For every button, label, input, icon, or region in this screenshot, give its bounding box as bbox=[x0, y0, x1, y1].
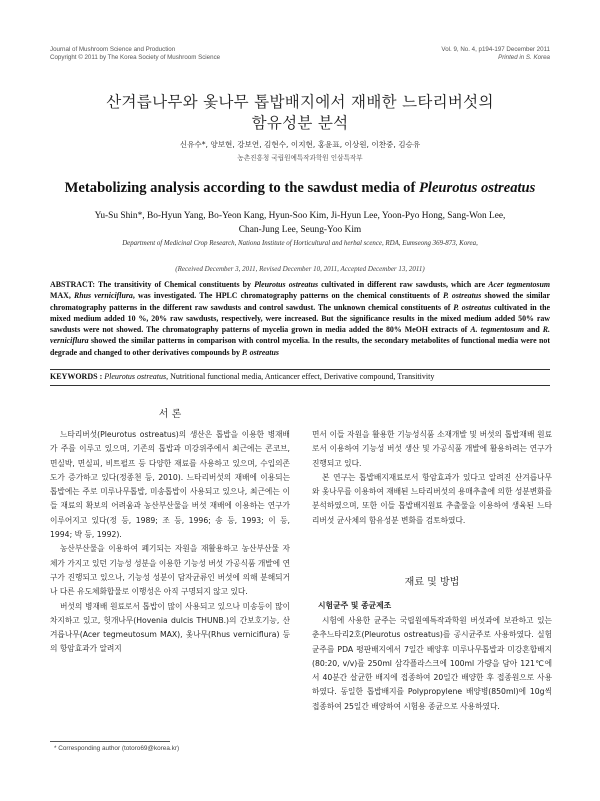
received-dates: (Received December 3, 2011, Revised December 10, 2011, Accepted December 13, 2011) bbox=[175, 265, 425, 273]
paragraph: 면서 이들 자원을 활용한 기능성식품 소재개발 및 버섯의 톱밥재배 원료로서 이용하여 기능성 버섯 생산 및 가공식품 개발에 활용하려는 연구가 진행되고 있다. bbox=[312, 430, 552, 468]
volume-header bbox=[441, 46, 550, 62]
korean-title bbox=[0, 92, 600, 134]
abstract-species: Pleurotus ostreatus bbox=[254, 280, 319, 289]
methods-heading: 재료 및 방법 bbox=[404, 577, 460, 588]
volume-line: Vol. 9, No. 4, p194-197 December 2011 bbox=[441, 46, 550, 53]
abstract-species: R. verniciflura bbox=[50, 325, 550, 346]
abstract-text: cultivated in different raw sawdusts, which are bbox=[318, 280, 489, 289]
abstract-text: MAX, bbox=[50, 291, 74, 301]
keywords-species: Pleurotus ostreatus bbox=[104, 372, 167, 381]
abstract-text: , was investigated. The HPLC chromatography patterns on the chemical constituents of bbox=[132, 291, 443, 301]
keywords-label: KEYWORDS : bbox=[50, 372, 105, 381]
journal-name: Journal of Mushroom Science and Production bbox=[50, 46, 176, 53]
printed-line: Printed in S. Korea bbox=[498, 54, 550, 61]
methods-column bbox=[312, 614, 552, 714]
english-authors bbox=[70, 209, 530, 237]
abstract-text: and bbox=[523, 325, 543, 335]
methods-subheading: 시험균주 및 종균제조 bbox=[318, 601, 392, 610]
abstract-species: P. ostreatus bbox=[241, 347, 279, 357]
abstract-species: P. ostreatus bbox=[442, 291, 482, 301]
intro-column bbox=[50, 428, 290, 657]
footnote-divider bbox=[50, 741, 170, 742]
english-authors-line1: Yu-Su Shin*, Bo-Hyun Yang, Bo-Yeon Kang, Hyun-Soo Kim, Ji-Hyun Lee, Yoon-Pyo Hong, Sang-Won Lee, bbox=[94, 211, 506, 221]
korean-authors: 신유수*, 양보현, 강보연, 김현수, 이지현, 홍윤표, 이상원, 이찬중, 김승유 bbox=[179, 140, 421, 149]
intro-heading: 서 론 bbox=[158, 409, 182, 420]
paragraph: 시험에 사용한 균주는 국립원예특작과학원 버섯과에 보관하고 있는 춘추느타리2호(Pleurotus ostreatus)를 공시균주로 사용하였다. 실험균주를 PDA 평판배지에서 7일간 배양후 미루나무톱밥과 미강혼합배지(80:20, v/v)를 250ml 삼각플라스크에 100ml 가량을 담아 121℃에서 40분간 살균한 배지에 접종하여 20일간 배양한 후 접종원으로 사용하였다. 동일한 톱밥배지를 Polypropylene 배양병(850ml)에 10g씩 접종하여 25일간 배양하여 시험용 종균으로 사용하였다. bbox=[312, 616, 552, 711]
abstract-species: Rhus verniciflura bbox=[74, 291, 133, 301]
english-title-species: Pleurotus ostreatus bbox=[418, 180, 536, 196]
paragraph: 본 연구는 톱밥배지재료로서 항암효과가 있다고 알려진 산겨릅나무와 옻나무를 이용하여 재배된 느타리버섯의 용매추출에 의한 성분변화를 분석하였으며, 또한 이들 톱밥배지원료 추출물을 이용하여 생육된 느타리버섯 균사체의 함유성분 변화를 검토하였다. bbox=[312, 472, 552, 525]
keywords bbox=[50, 372, 550, 381]
korean-affiliation: 농촌진흥청 국립원예특작과학원 인삼특작부 bbox=[237, 154, 363, 162]
english-authors-line2: Chan-Jung Lee, Seung-Yoo Kim bbox=[238, 225, 362, 235]
abstract-text: showed the similar patterns in comparison with control mycelia. In the results, the secondary metabolites of functional media were not degrade and changed to other derivatives compounds by bbox=[50, 336, 550, 357]
english-affiliation: Department of Medicinal Crop Research, Nationa Institute of Horticultural and herbal scence, RDA, Eumseong 369-873, Korea, bbox=[122, 240, 478, 247]
paragraph: 느타리버섯(Pleurotus ostreatus)의 생산은 톱밥을 이용한 병재배가 주를 이루고 있으며, 기존의 톱밥과 미강위주에서 최근에는 콘코브, 면실박, 면실피, 비트펄프 등 다양한 재료를 사용하고 있으며, 수입의존도가 증가하고 있다(정종천 등, 2010). 느타리버섯의 재배에 이용되는 톱밥에는 주로 미루나무톱밥, 미송톱밥이 사용되고 있으나, 최근에는 이들 재료의 확보의 어려움과 농산부산물을 버섯 재배에 이용하는 연구가 이루어지고 있다(정 등, 1989; 조 등, 1996; 송 등, 1993; 이 등, 1994; 박 등, 1992). bbox=[50, 430, 290, 540]
corresponding-author-footnote: * Corresponding author (totoro69@korea.kr) bbox=[54, 745, 180, 752]
paragraph: 농산부산물을 이용하여 폐기되는 자원을 재활용하고 농산부산물 자체가 가지고 있던 기능성 성분을 이용한 기능성 버섯 가공식품 개발에 연구가 진행되고 있으나, 기능성 성분이 담자균류인 버섯에 의해 분해되거나 다른 유도체화합물로 이행성은 아직 구명되지 않고 있다. bbox=[50, 544, 290, 597]
abstract-label: ABSTRACT: bbox=[50, 280, 96, 289]
right-column bbox=[312, 428, 552, 528]
english-title-main: Metabolizing analysis according to the sawdust media of bbox=[64, 180, 419, 196]
abstract-text: showed the similar chromatography patterns in the different raw sawdusts and control sawdust. The unknown chemical constituents of bbox=[50, 291, 550, 312]
abstract-species: A. tegmentosum bbox=[470, 325, 524, 335]
copyright-line: Copyright © 2011 by The Korea Society of Mushroom Science bbox=[50, 54, 221, 61]
abstract-text: The transitivity of Chemical constituents by bbox=[95, 280, 255, 289]
abstract-species: P. ostreatus bbox=[453, 302, 492, 312]
korean-title-line2: 함유성분 분석 bbox=[251, 114, 349, 132]
abstract-species: Acer tegmentosum bbox=[488, 280, 551, 289]
journal-header bbox=[50, 46, 220, 62]
korean-title-line1: 산겨릅나무와 옻나무 톱밥배지에서 재배한 느타리버섯의 bbox=[106, 93, 494, 111]
keywords-list: , Nutritional functional media, Anticancer effect, Derivative compound, Transitivity bbox=[166, 372, 435, 381]
abstract bbox=[50, 279, 550, 358]
abstract-text: cultivated in the mixed medium added 10 %, 20% raw sawdusts, respectively, were increased. But the significance results in the mixed medium added 50% raw sawdusts were not showed. The chromatography patterns of mycelia grown in media added the 80% MeOH extracts of bbox=[50, 302, 550, 335]
divider bbox=[50, 385, 550, 386]
english-title bbox=[0, 180, 600, 197]
divider bbox=[50, 369, 550, 370]
paragraph: 버섯의 병재배 원료로서 톱밥이 많이 사용되고 있으나 미송등이 많이 차지하고 있고, 헛개나무(Hovenia dulcis THUNB.)의 간보호기능, 산겨릅나무(Acer tegmeutosum MAX), 옻나무(Rhus verniciflura) 등의 항암효과가 알려지 bbox=[50, 601, 290, 654]
